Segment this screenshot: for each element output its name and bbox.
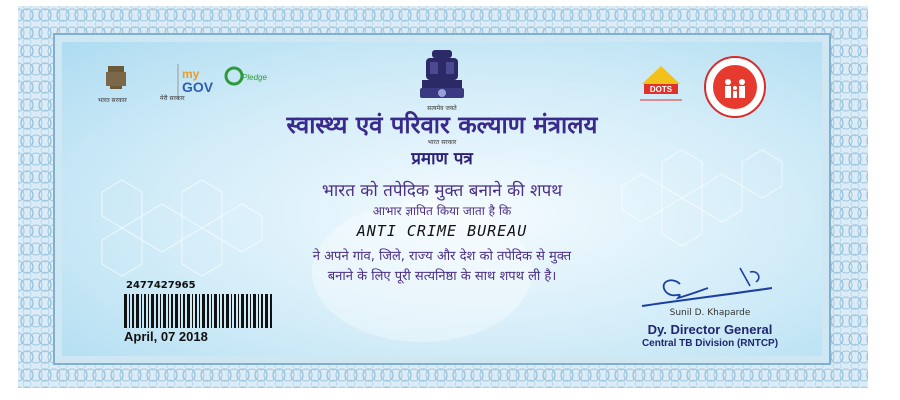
- government-subtitle: भारत सरकार: [427, 139, 457, 146]
- pledge-heading: भारत को तपेदिक मुक्त बनाने की शपथ: [321, 181, 563, 201]
- issue-date: April, 07 2018: [124, 329, 208, 344]
- mygov-tagline: मेरी सरकार: [160, 95, 185, 102]
- svg-text:DOTS: DOTS: [649, 85, 673, 94]
- signer-division: Central TB Division (RNTCP): [641, 338, 779, 349]
- certificate-number: 2477427965: [126, 280, 196, 291]
- certificate-body: [62, 42, 822, 356]
- svg-text:my: my: [182, 67, 200, 81]
- mygov-pledge-logo-icon: [138, 62, 267, 102]
- pledge-text-line-2: बनाने के लिए पूरी सत्यनिष्ठा के साथ शपथ ली है।: [327, 269, 557, 284]
- certified-line: आभार ज्ञापित किया जाता है कि: [372, 204, 512, 218]
- signer-name: Sunil D. Khaparde: [669, 308, 751, 318]
- certificate-title: प्रमाण पत्र: [411, 149, 473, 169]
- certificate: [18, 6, 868, 388]
- government-logo-caption: भारत सरकार: [98, 97, 127, 104]
- recipient-name: ANTI CRIME BUREAU: [356, 222, 528, 240]
- national-emblem-icon: [416, 46, 468, 106]
- barcode: [124, 294, 274, 328]
- signer-designation: Dy. Director General: [647, 322, 773, 337]
- ministry-title: स्वास्थ्य एवं परिवार कल्याण मंत्रालय: [286, 110, 598, 139]
- svg-text:GOV: GOV: [182, 79, 214, 95]
- pledge-text-line-1: ने अपने गांव, जिले, राज्य और देश को तपेदिक से मुक्त: [312, 249, 572, 264]
- government-emblem-small-icon: [102, 64, 130, 96]
- svg-text:Pledge: Pledge: [242, 73, 267, 82]
- dots-logo-icon: [634, 64, 688, 108]
- emblem-motto: सत्यमेव जयते: [427, 105, 457, 112]
